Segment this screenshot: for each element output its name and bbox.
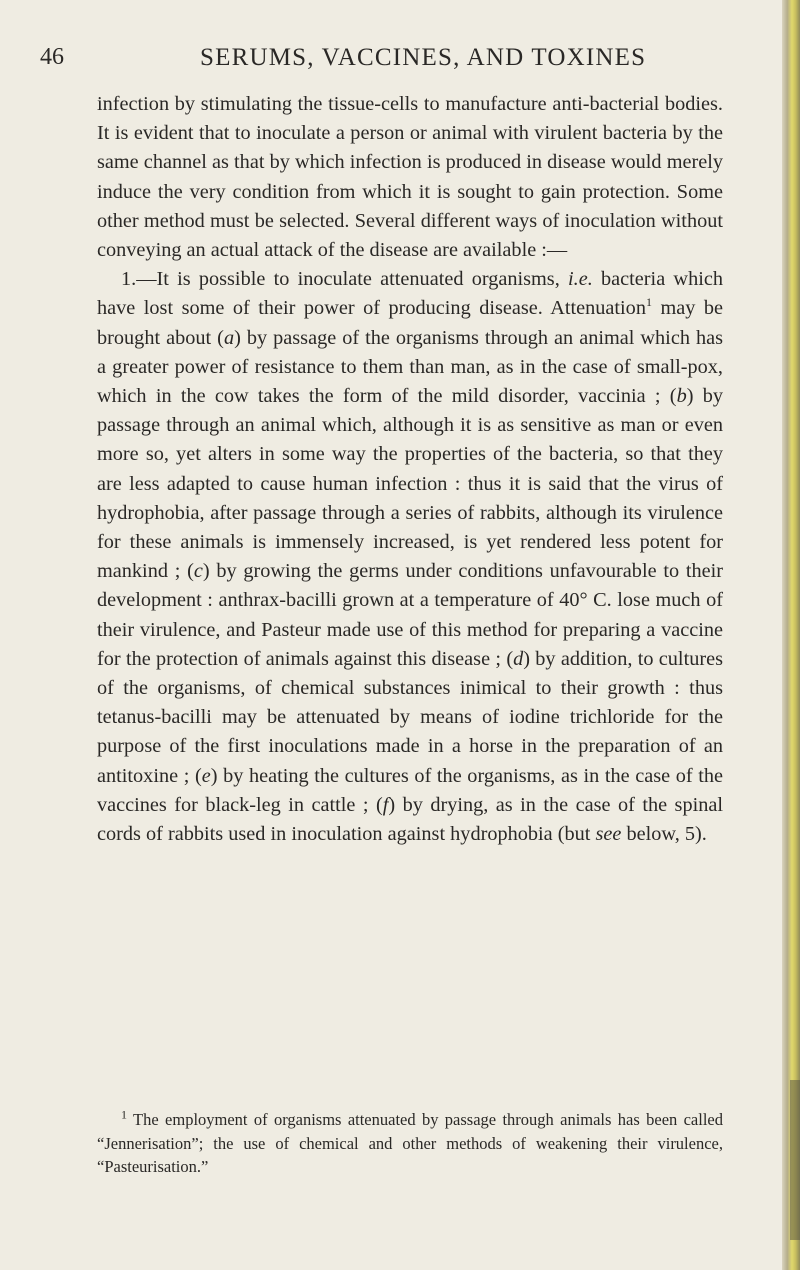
label-c: c — [193, 560, 203, 583]
label-e: e — [201, 764, 211, 787]
running-title: SERUMS, VACCINES, AND TOXINES — [200, 44, 647, 71]
book-edge-dark-band — [790, 1080, 800, 1240]
see-word: see — [595, 823, 622, 846]
paragraph-2-part-d: ) by passage through an animal which, although it is as sensitive as man or even more so, yet alters in some way the properties of the bacteria, so that they are less adapted to cause human infection : thus it is said that the virus of hydrophobia, after passage through a series of rabbits, although its virulence for these animals is immensely increased, is yet rendered less potent for mankind ; ( — [97, 385, 724, 583]
label-f: f — [382, 793, 389, 816]
paragraph-2-part-b: may be brought about ( — [97, 297, 724, 349]
label-a: a — [223, 326, 235, 349]
footnote-reference: 1 — [645, 295, 652, 310]
paragraph-2-lead: 1.—It is possible to inoculate attenuated organisms, — [121, 268, 569, 291]
footnote-marker: 1 — [121, 1107, 127, 1122]
paragraph-2-part-a: bacteria which have lost some of their power of producing disease. Attenuation — [97, 268, 723, 320]
paragraph-2-part-g: ) by heating the cultures of the organisms, as in the case of the vaccines for black-leg in cattle ; ( — [97, 764, 723, 816]
footnote — [97, 1108, 723, 1179]
paragraph-2-part-f: ) by addition, to cultures of the organisms, of chemical substances inimical to their growth : thus tetanus-bacilli may be attenuated by means of iodine trichloride for the purpose of the first inoculations made in a horse in the preparation of an antitoxine ; ( — [97, 647, 723, 787]
label-d: d — [513, 647, 524, 670]
footnote-text: The employment of organisms attenuated by passage through animals has been called “Jennerisation”; the use of chemical and other methods of weakening their virulence, “Pasteurisation.” — [97, 1110, 723, 1176]
paragraph-2-part-i: below, 5). — [621, 823, 707, 846]
ie-abbrev: i.e. — [568, 268, 593, 291]
page-number: 46 — [40, 44, 64, 70]
body-text — [97, 90, 723, 849]
paragraph-2-part-e: ) by growing the germs under conditions unfavourable to their development : anthrax-bacilli grown at a temperature of 40° C. lose much of their virulence, and Pasteur made use of this method for preparing a vaccine for the protection of animals against this disease ; ( — [97, 560, 723, 670]
paragraph-2-part-c: ) by passage of the organisms through an animal which has a greater power of resistance to them than man, as in the case of small-pox, which in the cow takes the form of the mild disorder, vaccinia ; ( — [97, 326, 724, 408]
label-b: b — [676, 385, 687, 408]
paragraph-2 — [97, 265, 723, 849]
paragraph-1: infection by stimulating the tissue-cells to manufacture anti-bacterial bodies. It is evident that to inoculate a person or animal with virulent bacteria by the same channel as that by which infection is produced in disease would merely induce the very condition from which it is sought to gain protection. Some other method must be selected. Several different ways of inoculation without conveying an actual attack of the disease are available :— — [97, 93, 723, 262]
page-header — [40, 44, 740, 80]
paragraph-2-part-h: ) by drying, as in the case of the spinal cords of rabbits used in inoculation against hydrophobia (but — [97, 793, 723, 846]
